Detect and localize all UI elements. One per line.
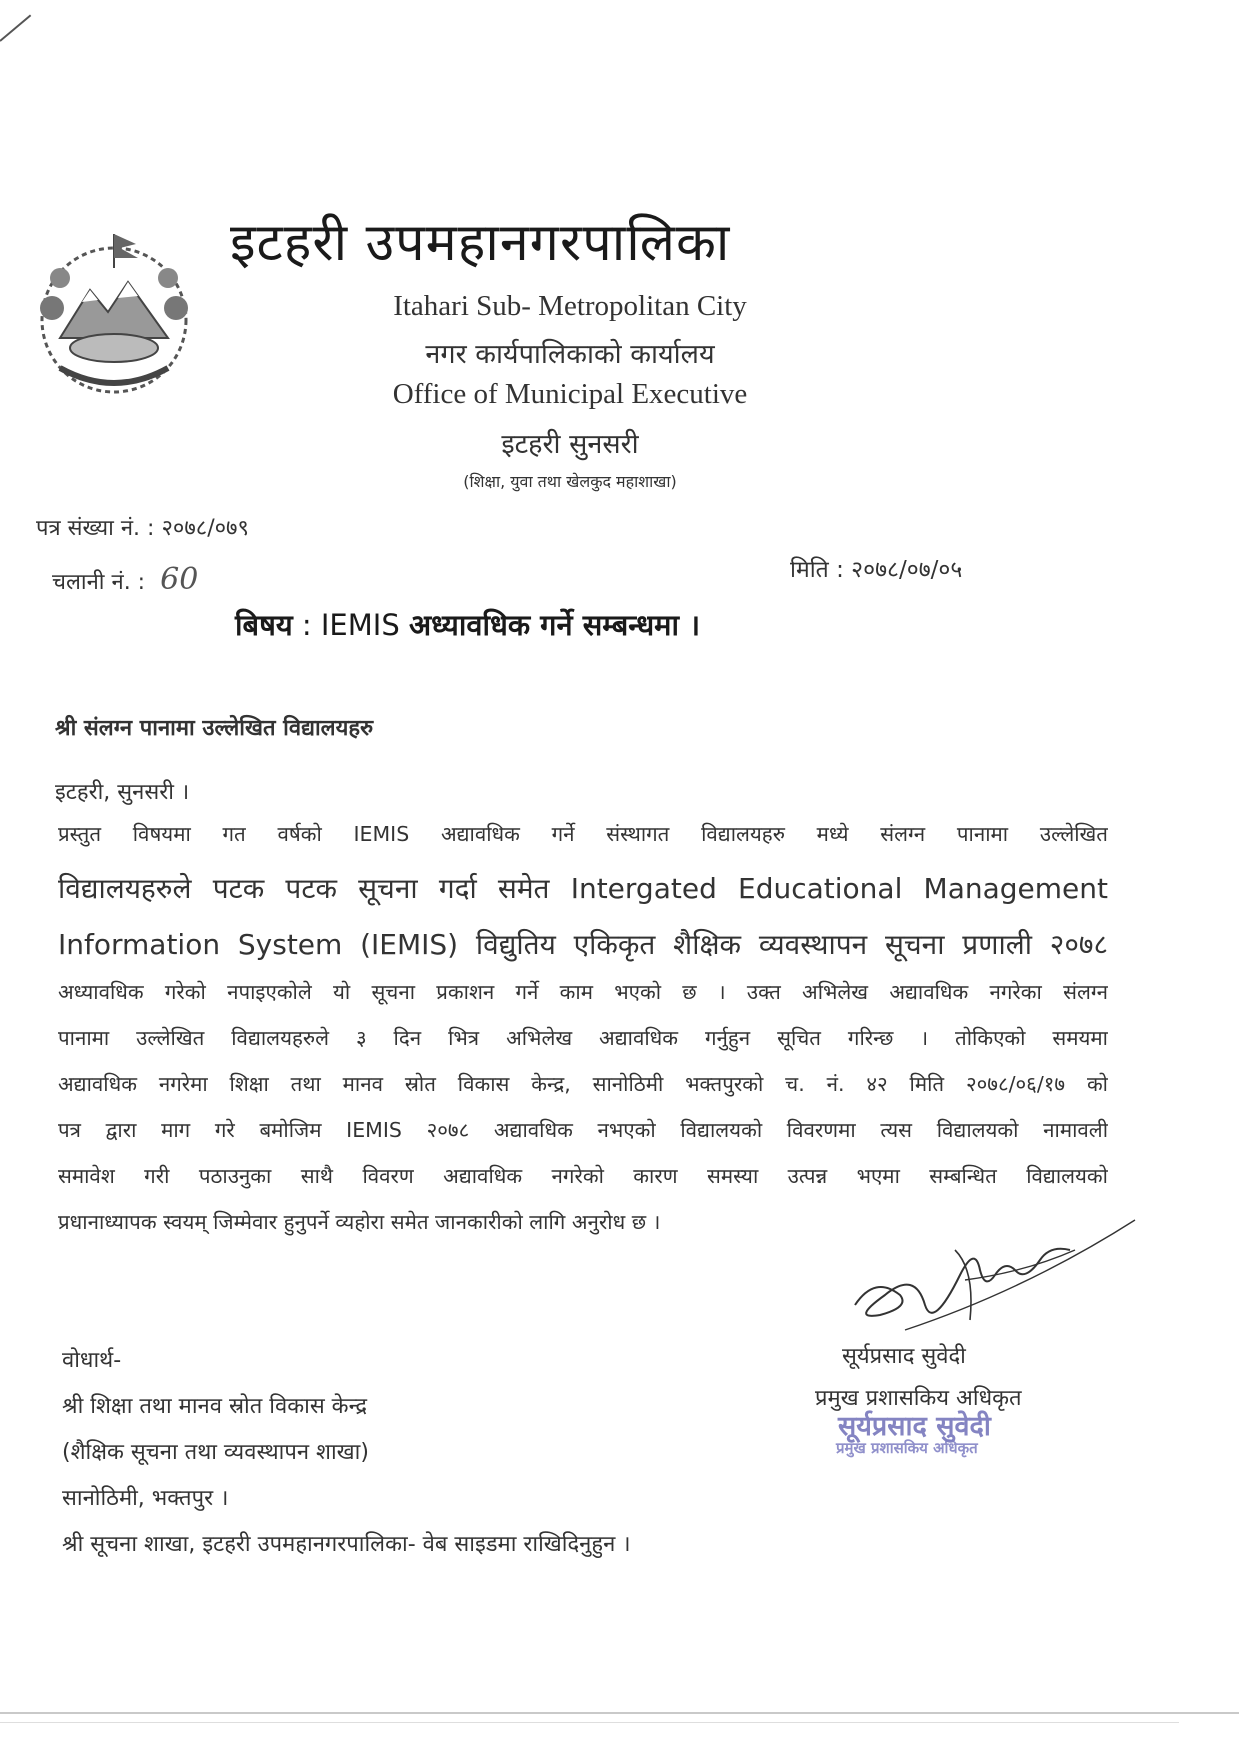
municipality-title: इटहरी उपमहानगरपालिका bbox=[230, 213, 731, 273]
office-location: इटहरी सुनसरी bbox=[501, 429, 639, 460]
nepal-emblem-icon bbox=[30, 228, 198, 398]
dispatch-value: 60 bbox=[160, 562, 199, 597]
subject-latin: IEMIS bbox=[320, 608, 400, 642]
body-line: पानामा उल्लेखित विद्यालयहरुले ३ दिन भित्र अभिलेख अद्यावधिक गर्नुहुन सूचित गरिन्छ । तोकिएको समयमा bbox=[58, 1026, 1108, 1050]
body-line: समावेश गरी पठाउनुका साथै विवरण अद्यावधिक नगरेको कारण समस्या उत्पन्न भएमा सम्बन्धित विद्यालयको bbox=[58, 1164, 1108, 1188]
department-name: (शिक्षा, युवा तथा खेलकुद महाशाखा) bbox=[463, 472, 677, 491]
body-line: प्रस्तुत विषयमा गत वर्षको IEMIS अद्यावधिक गर्ने संस्थागत विद्यालयहरु मध्ये संलग्न पानामा उल्लेखित bbox=[58, 822, 1108, 846]
municipality-name-en: Itahari Sub- Metropolitan City bbox=[393, 290, 747, 322]
date-value: २०७८/०७/०५ bbox=[851, 557, 963, 583]
official-stamp-title: प्रमुख प्रशासकिय अधिकृत bbox=[836, 1439, 978, 1457]
dispatch-number bbox=[52, 562, 198, 597]
signatory-name: सूर्यप्रसाद सुवेदी bbox=[842, 1344, 966, 1369]
body-line: Information System (IEMIS) विद्युतिय एकिकृत शैक्षिक व्यवस्थापन सूचना प्रणाली २०७८ bbox=[58, 928, 1108, 961]
official-stamp-name: सूर्यप्रसाद सुवेदी bbox=[838, 1411, 991, 1442]
cc-label: वोधार्थ- bbox=[62, 1348, 122, 1373]
letter-subject bbox=[235, 605, 700, 644]
reference-label: पत्र संख्या नं. : bbox=[36, 516, 155, 541]
body-line: पत्र द्वारा माग गरे बमोजिम IEMIS २०७८ अद्यावधिक नभएको विद्यालयको विवरणमा त्यस विद्यालयको नामावली bbox=[58, 1118, 1108, 1142]
letter-date bbox=[790, 552, 962, 584]
scan-edge bbox=[0, 1712, 1239, 1714]
cc-line: (शैक्षिक सूचना तथा व्यवस्थापन शाखा) bbox=[62, 1440, 369, 1465]
cc-line: श्री शिक्षा तथा मानव स्रोत विकास केन्द्र bbox=[62, 1394, 368, 1419]
body-line: प्रधानाध्यापक स्वयम् जिम्मेवार हुनुपर्ने व्यहोरा समेत जानकारीको लागि अनुरोध छ । bbox=[58, 1210, 661, 1234]
office-name-np: नगर कार्यपालिकाको कार्यालय bbox=[425, 339, 715, 370]
subject-text: अध्यावधिक गर्ने सम्बन्धमा । bbox=[408, 608, 701, 642]
cc-block bbox=[62, 1344, 631, 1574]
scan-edge bbox=[0, 1722, 1179, 1723]
reference-number bbox=[36, 512, 249, 542]
reference-value: २०७८/०७९ bbox=[161, 516, 249, 541]
cc-line: श्री सूचना शाखा, इटहरी उपमहानगरपालिका- वेब साइडमा राखिदिनुहुन । bbox=[62, 1532, 631, 1557]
body-line: विद्यालयहरुले पटक पटक सूचना गर्दा समेत Intergated Educational Management bbox=[58, 872, 1108, 905]
handwritten-signature bbox=[845, 1210, 1145, 1340]
date-label: मिति : bbox=[790, 557, 844, 583]
scan-corner-mark bbox=[0, 15, 31, 42]
cc-line: सानोठिमी, भक्तपुर । bbox=[62, 1486, 229, 1511]
letter-body bbox=[58, 820, 1108, 1254]
subject-label: बिषय bbox=[235, 608, 293, 642]
addressee: श्री संलग्न पानामा उल्लेखित विद्यालयहरु bbox=[55, 716, 374, 741]
body-line: अध्यावधिक गरेको नपाइएकोले यो सूचना प्रकाशन गर्ने काम भएको छ । उक्त अभिलेख अद्यावधिक नगरेका संलग्न bbox=[58, 980, 1108, 1004]
dispatch-label: चलानी नं. : bbox=[52, 570, 146, 595]
office-name-en: Office of Municipal Executive bbox=[392, 378, 748, 410]
addressee-location: इटहरी, सुनसरी । bbox=[55, 780, 190, 805]
subject-separator: : bbox=[301, 608, 312, 642]
signatory-title: प्रमुख प्रशासकिय अधिकृत bbox=[815, 1386, 1022, 1411]
body-line: अद्यावधिक नगरेमा शिक्षा तथा मानव स्रोत विकास केन्द्र, सानोठिमी भक्तपुरको च. नं. ४२ मिति २०७८/०६/१७ को bbox=[58, 1072, 1108, 1096]
